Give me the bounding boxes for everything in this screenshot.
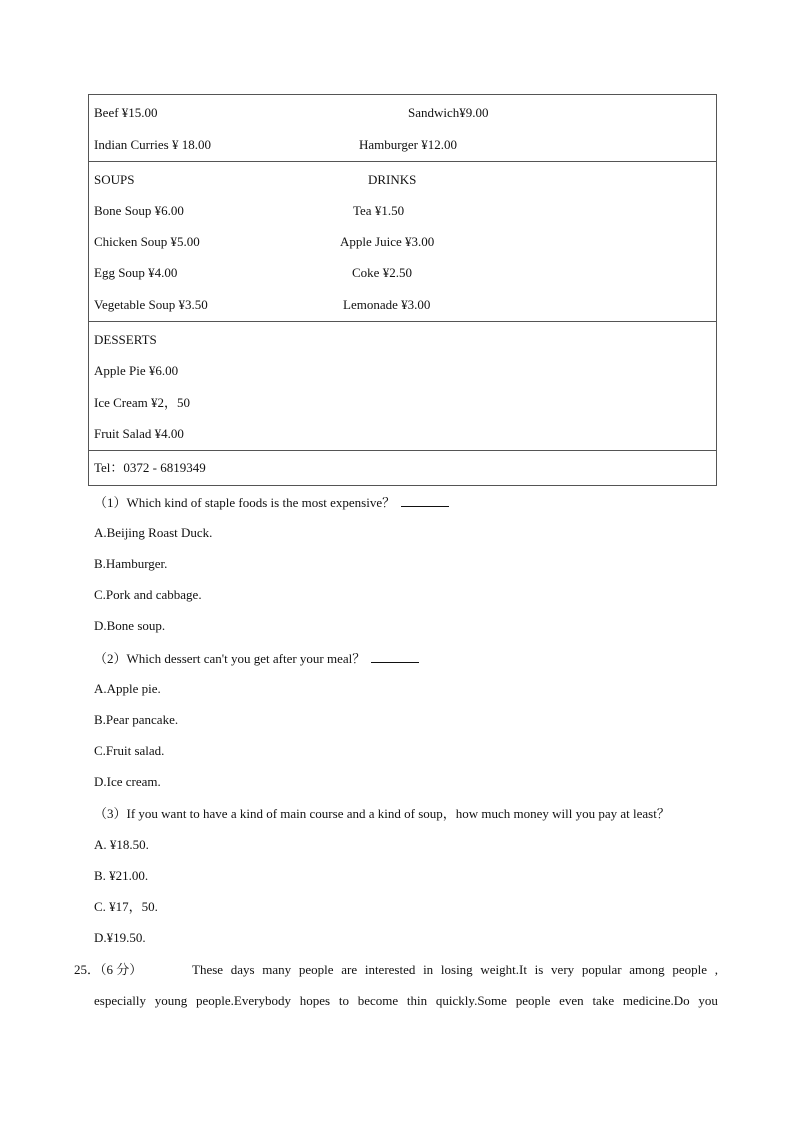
passage-line-1 — [74, 962, 718, 978]
dessert-item: Apple Pie ¥6.00 — [94, 363, 179, 378]
telephone-number: Tel：0372 - 6819349 — [94, 460, 206, 475]
passage-word: people.Everybody — [196, 993, 291, 1008]
desserts-section — [89, 322, 716, 450]
drink-item: Apple Juice ¥3.00 — [340, 234, 435, 249]
passage-word: to — [338, 993, 349, 1008]
question-stem: （1）Which kind of staple foods is the most expensive？ — [94, 495, 396, 510]
question-2 — [94, 650, 419, 667]
option: C.Fruit salad. — [94, 743, 165, 758]
option: A.Apple pie. — [94, 681, 161, 696]
menu-item-indian-curries: Indian Curries ¥ 18.00 — [94, 137, 211, 152]
option: C.Pork and cabbage. — [94, 587, 202, 602]
option: D.Ice cream. — [94, 774, 161, 789]
passage-word: people — [515, 993, 551, 1008]
option: A.Beijing Roast Duck. — [94, 525, 213, 540]
drink-item: Coke ¥2.50 — [352, 265, 412, 280]
soup-item: Chicken Soup ¥5.00 — [94, 234, 200, 249]
menu-table — [88, 94, 717, 486]
option: B. ¥21.00. — [94, 868, 149, 883]
option: D.Bone soup. — [94, 618, 166, 633]
main-course-section — [89, 95, 716, 161]
passage-word: thin — [406, 993, 428, 1008]
question-number: 25．（6 分） — [74, 962, 143, 977]
passage-word: take — [592, 993, 615, 1008]
question-stem: （3）If you want to have a kind of main course and a kind of soup，how much money will you pay at least？ — [94, 806, 670, 821]
passage-text: These days many people are interested in losing weight.It is very popular among people , — [192, 962, 718, 977]
menu-item-sandwich: Sandwich¥9.00 — [408, 105, 489, 120]
drink-item: Lemonade ¥3.00 — [343, 297, 431, 312]
passage-word: young — [154, 993, 188, 1008]
option: D.¥19.50. — [94, 930, 146, 945]
option: A. ¥18.50. — [94, 837, 149, 852]
option: B.Hamburger. — [94, 556, 168, 571]
answer-blank[interactable] — [371, 650, 419, 663]
soups-drinks-section — [89, 162, 716, 321]
passage-word: even — [559, 993, 584, 1008]
passage-word: especially — [94, 993, 146, 1008]
passage-word: hopes — [299, 993, 331, 1008]
question-stem: （2）Which dessert can't you get after your meal？ — [94, 651, 366, 666]
option: C. ¥17，50. — [94, 899, 158, 914]
passage-line-2 — [94, 993, 718, 1009]
dessert-item: Ice Cream ¥2，50 — [94, 395, 191, 410]
telephone-section — [89, 451, 716, 485]
option: B.Pear pancake. — [94, 712, 179, 727]
desserts-heading: DESSERTS — [94, 332, 157, 347]
menu-item-beef: Beef ¥15.00 — [94, 105, 158, 120]
soups-heading: SOUPS — [94, 172, 135, 187]
passage-word: medicine.Do — [622, 993, 690, 1008]
drink-item: Tea ¥1.50 — [353, 203, 405, 218]
answer-blank[interactable] — [401, 494, 449, 507]
question-3 — [94, 806, 670, 822]
soup-item: Bone Soup ¥6.00 — [94, 203, 184, 218]
soup-item: Egg Soup ¥4.00 — [94, 265, 178, 280]
passage-word: you — [698, 993, 718, 1008]
passage-word: become — [357, 993, 399, 1008]
passage-word: quickly.Some — [435, 993, 507, 1008]
menu-item-hamburger: Hamburger ¥12.00 — [359, 137, 457, 152]
question-1 — [94, 494, 449, 511]
soup-item: Vegetable Soup ¥3.50 — [94, 297, 208, 312]
dessert-item: Fruit Salad ¥4.00 — [94, 426, 184, 441]
drinks-heading: DRINKS — [368, 172, 417, 187]
